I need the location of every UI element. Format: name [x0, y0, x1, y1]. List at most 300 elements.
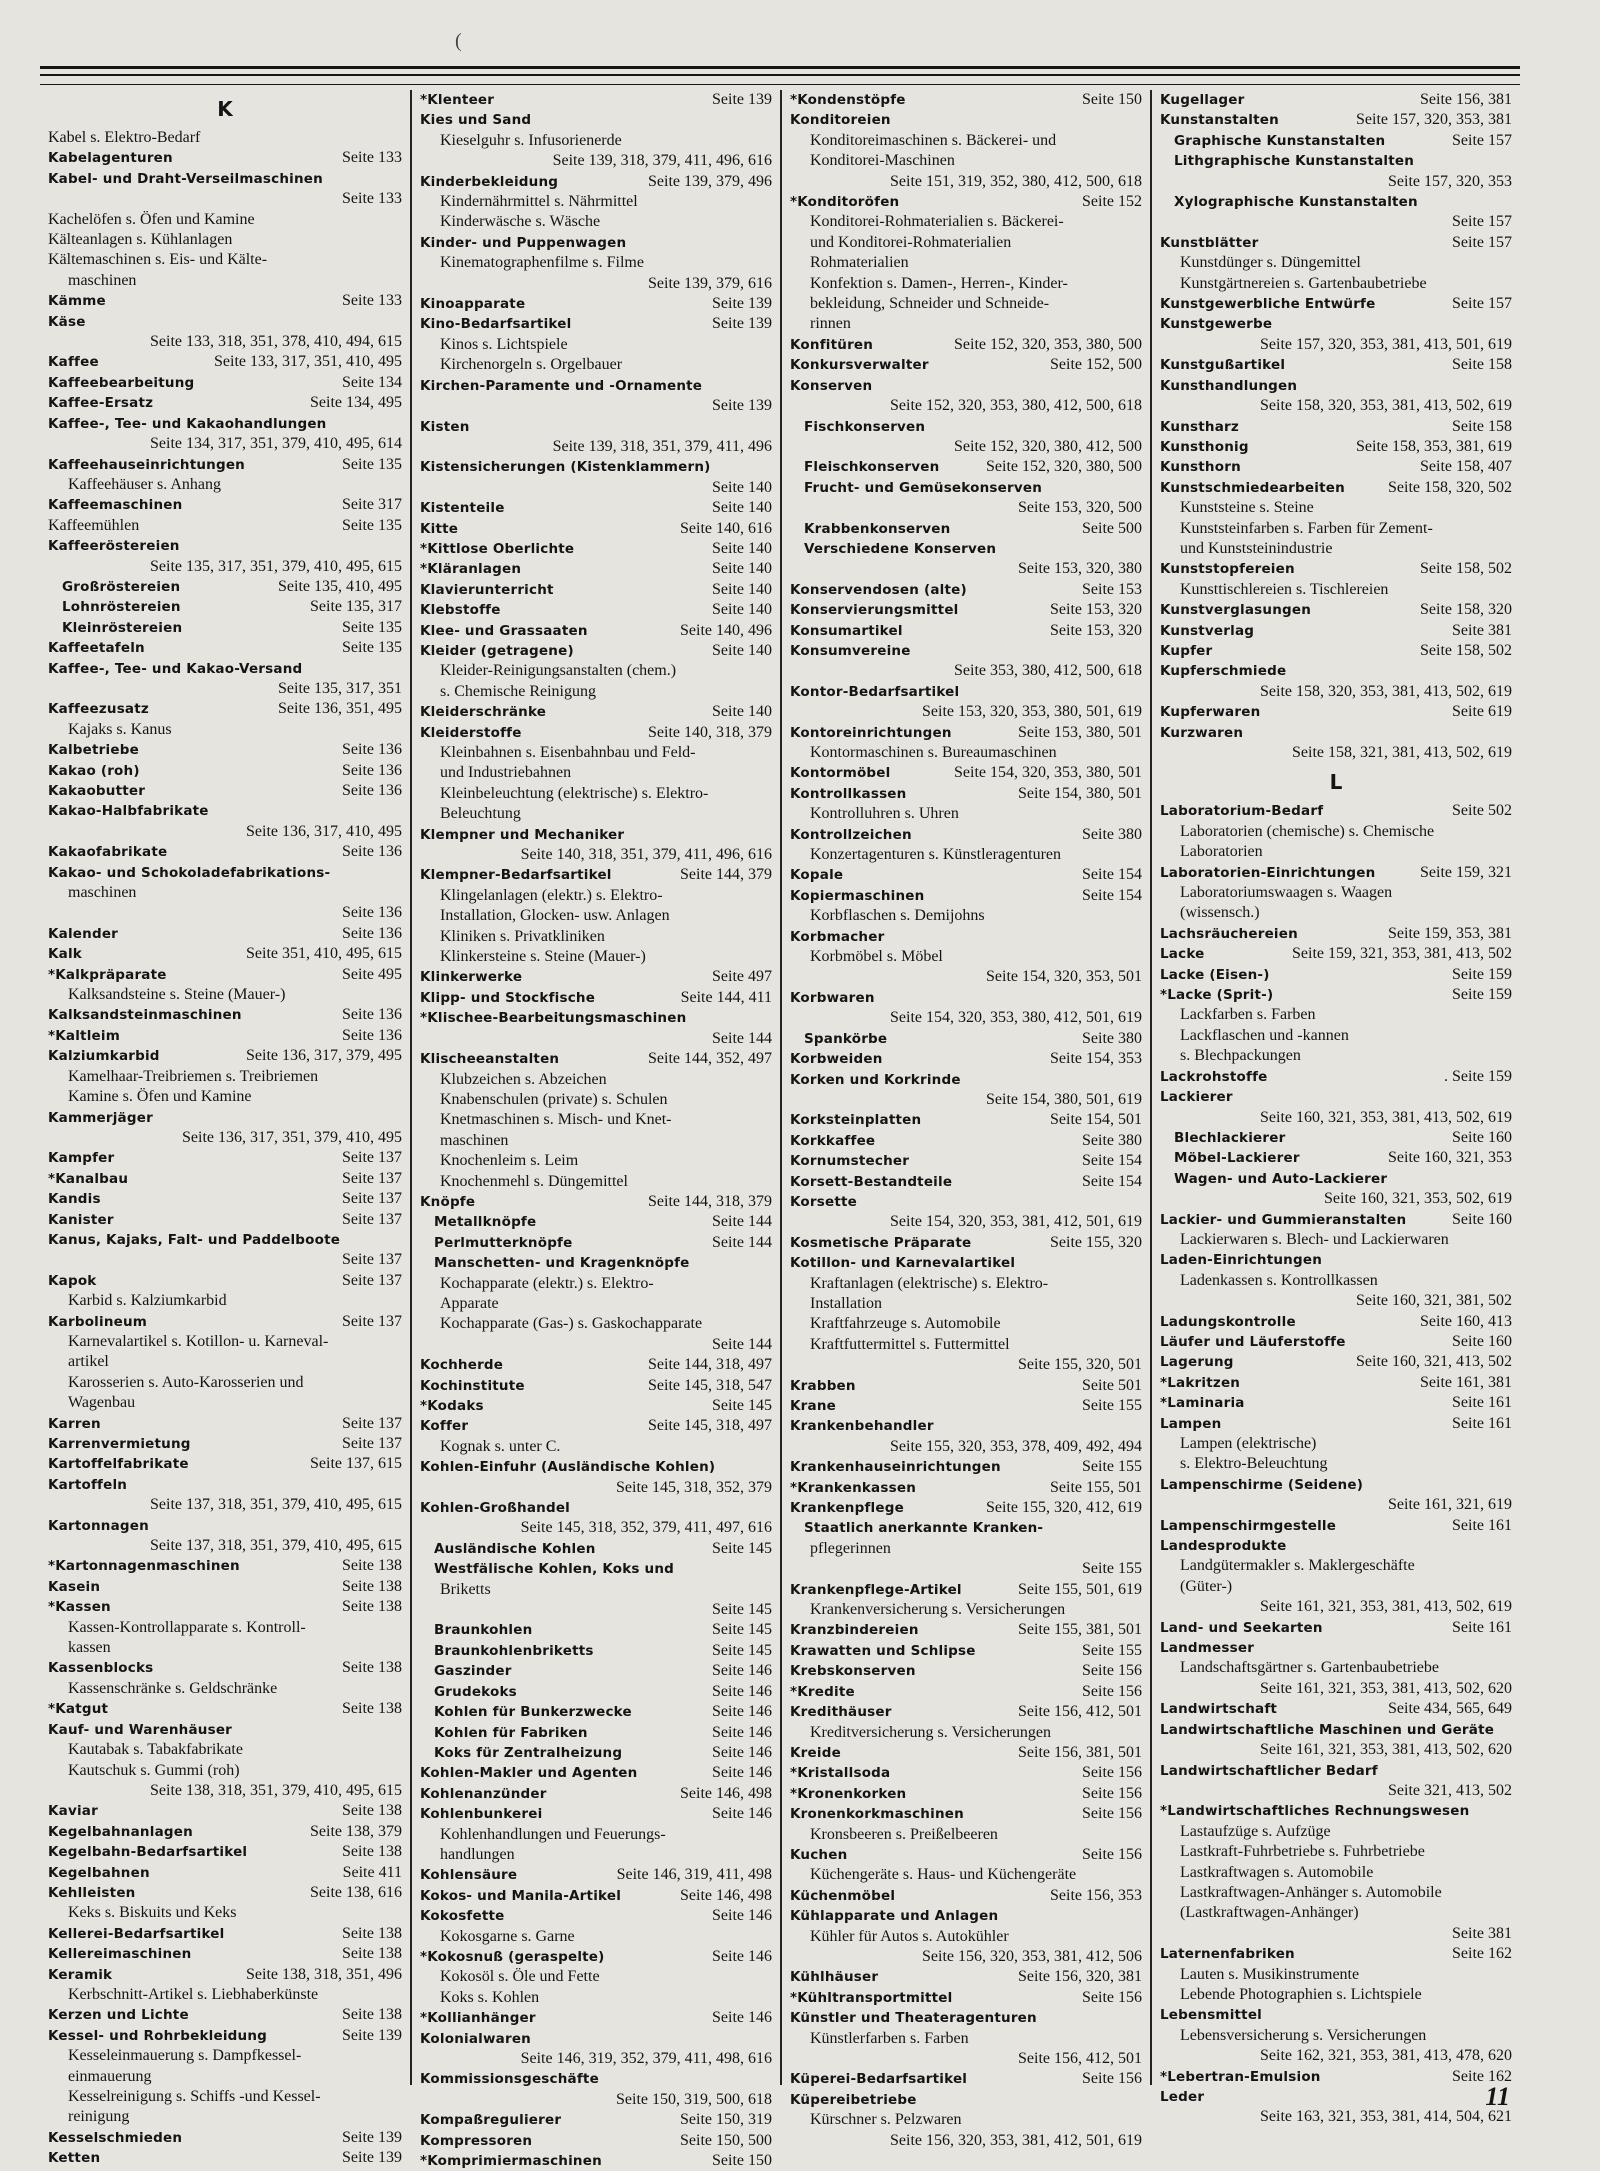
page-reference: Seite 156: [1082, 1784, 1142, 1802]
cross-reference: s. Chemische Reinigung: [440, 682, 596, 700]
page-reference-line: Seite 161, 321, 619: [1388, 1496, 1512, 1514]
page-reference-line: Seite 353, 380, 412, 500, 618: [954, 662, 1142, 680]
page-reference: Seite 158: [1452, 356, 1512, 374]
entry-heading: Kessel- und Rohrbekleidung: [48, 2027, 268, 2044]
index-entry: [48, 1312, 402, 1414]
page-reference: Seite 156, 412, 501: [1018, 1703, 1142, 1721]
index-entry: [48, 536, 402, 577]
entry-heading: Kreide: [790, 1744, 841, 1761]
cross-reference: Kontormaschinen s. Bureaumaschinen: [810, 744, 1057, 761]
cross-reference: Konzertagenturen s. Künstleragenturen: [810, 846, 1062, 864]
entry-heading: *Kristallsoda: [790, 1765, 891, 1782]
entry-line: [790, 2090, 1142, 2110]
entry-line: [790, 1967, 1142, 1987]
index-entry: [48, 1556, 402, 1576]
entry-heading: Kontrollzeichen: [790, 826, 912, 843]
page-reference: Seite 156, 381: [1420, 91, 1512, 108]
index-entry: [48, 1046, 402, 1107]
entry-line: [420, 376, 772, 396]
entry-heading: Kosmetische Präparate: [790, 1234, 972, 1251]
entry-heading: Korsett-Bestandteile: [790, 1173, 953, 1190]
entry-heading: Kisten: [420, 418, 470, 435]
index-entry: [420, 1498, 772, 1539]
entry-heading: Küpereibetriebe: [790, 2091, 917, 2108]
index-entry: [48, 352, 402, 372]
index-entry: [790, 580, 1142, 600]
entry-line: [420, 621, 772, 641]
index-entry: [1160, 457, 1512, 477]
entry-line: [790, 723, 1142, 743]
index-entry: [1160, 151, 1512, 192]
page-reference: Seite 153, 320: [1050, 601, 1142, 619]
page-reference-line: Seite 163, 321, 353, 381, 414, 504, 621: [1260, 2108, 1512, 2126]
entry-line: [790, 457, 1142, 477]
page-reference-line: Seite 381: [1452, 1924, 1512, 1942]
entry-heading: Kontoreinrichtungen: [790, 724, 952, 741]
entry-line: [1160, 985, 1512, 1005]
page-reference: Seite 145: [712, 1397, 772, 1414]
entry-line: [420, 294, 772, 314]
index-entry: [420, 1743, 772, 1763]
index-entry: [48, 1516, 402, 1557]
entry-line: [48, 1658, 402, 1678]
page-reference: Seite 156: [1082, 1662, 1142, 1680]
entry-line: [48, 230, 402, 250]
entry-heading: *Laminaria: [1160, 1395, 1245, 1412]
page-reference: Seite 155: [1082, 1641, 1142, 1659]
entry-heading: *Kittlose Oberlichte: [420, 540, 575, 557]
index-entry: [1160, 1087, 1512, 1128]
index-entry: [420, 1192, 772, 1212]
cross-reference: Kassen-Kontrollapparate s. Kontroll-: [68, 1618, 306, 1636]
entry-line: [420, 865, 772, 885]
page-reference: Seite 411: [342, 1863, 402, 1881]
cross-reference: Kesselreinigung s. Schiffs -und Kessel-: [68, 2088, 321, 2105]
entry-line: [48, 373, 402, 393]
page-reference: Seite 155, 501: [1050, 1478, 1142, 1496]
entry-line: [420, 1743, 772, 1763]
entry-line: [790, 539, 1142, 559]
entry-heading: Grudekoks: [434, 1683, 517, 1700]
index-entry: [420, 1008, 772, 1049]
index-entry: [420, 621, 772, 641]
entry-heading: Krankenhauseinrichtungen: [790, 1459, 1001, 1476]
page-reference-line: Seite 146, 319, 352, 379, 411, 498, 616: [520, 2050, 772, 2067]
page-reference: Seite 154, 320, 353, 380, 501: [954, 764, 1142, 782]
cross-reference: und Konditorei-Rohmaterialien: [810, 233, 1012, 251]
page-reference: Seite 140: [712, 641, 772, 659]
entry-heading: Staatlich anerkannte Kranken-: [804, 1520, 1044, 1537]
page-reference-line: Seite 136: [342, 904, 402, 922]
cross-reference: Kerbschnitt-Artikel s. Liebhaberkünste: [68, 1985, 319, 2003]
index-entry: [420, 417, 772, 458]
entry-heading: Landwirtschaftlicher Bedarf: [1160, 1762, 1378, 1779]
entry-heading: Küperei-Bedarfsartikel: [790, 2071, 968, 2088]
entry-line: [790, 1416, 1142, 1436]
entry-heading: Korbwaren: [790, 989, 875, 1006]
entry-heading: Läufer und Läuferstoffe: [1160, 1333, 1346, 1350]
cross-reference: Künstlerfarben s. Farben: [810, 2029, 969, 2047]
entry-line: [420, 2131, 772, 2151]
entry-heading: Kanus, Kajaks, Falt- und Paddelboote: [48, 1231, 341, 1248]
index-entry: [420, 2110, 772, 2130]
entry-line: [48, 1108, 402, 1128]
entry-line: [48, 516, 402, 536]
index-entry: [790, 600, 1142, 620]
entry-line: [790, 1906, 1142, 1926]
index-entry: [1160, 1618, 1512, 1638]
index-entry: [48, 2005, 402, 2025]
entry-line: [790, 519, 1142, 539]
entry-line: [1160, 621, 1512, 641]
entry-line: [420, 233, 772, 253]
index-entry: [420, 1661, 772, 1681]
entry-line: [1160, 1720, 1512, 1740]
page-reference-line: Seite 152, 320, 353, 380, 412, 500, 618: [890, 397, 1142, 415]
index-entry: [48, 393, 402, 413]
index-entry: [420, 294, 772, 314]
page-reference-line: Seite 157, 320, 353, 381, 413, 501, 619: [1260, 335, 1512, 353]
index-entry: [420, 1396, 772, 1416]
cross-reference: handlungen: [440, 1845, 515, 1863]
index-entry: [790, 1845, 1142, 1886]
index-entry: [48, 1454, 402, 1474]
page-reference-line: Seite 137, 318, 351, 379, 410, 495, 615: [150, 1496, 402, 1514]
entry-heading: Kolonialwaren: [420, 2030, 531, 2047]
index-entry: [790, 1498, 1142, 1518]
entry-line: [420, 1702, 772, 1722]
entry-heading: Kino-Bedarfsartikel: [420, 316, 572, 333]
entry-line: [420, 1620, 772, 1640]
page-reference: Seite 138: [342, 1945, 402, 1963]
cross-reference: Laboratorien: [1180, 843, 1263, 861]
entry-heading: Kopiermaschinen: [790, 887, 925, 904]
index-entry: [420, 988, 772, 1008]
page-reference: Seite 156: [1082, 2070, 1142, 2088]
page-reference: Seite 133: [342, 292, 402, 310]
entry-heading: Kotillon- und Karnevalartikel: [790, 1255, 1016, 1272]
index-entry: [790, 457, 1142, 477]
page-reference: Seite 156, 381, 501: [1018, 1743, 1142, 1761]
entry-heading: *Kodaks: [420, 1398, 484, 1414]
page-reference-line: Seite 321, 413, 502: [1388, 1781, 1512, 1799]
entry-heading: Kabel- und Draht-Verseilmaschinen: [48, 170, 323, 187]
entry-line: [1160, 1638, 1512, 1658]
cross-reference: Kajaks s. Kanus: [68, 720, 172, 738]
entry-heading: Graphische Kunstanstalten: [1174, 132, 1386, 149]
cross-reference: (Güter-): [1180, 1577, 1233, 1595]
cross-reference: (wissensch.): [1180, 904, 1260, 922]
cross-reference: Kunststeine s. Steine: [1180, 499, 1314, 517]
index-entry: [790, 1457, 1142, 1477]
page-reference: Seite 135: [342, 516, 402, 534]
entry-heading: Fischkonserven: [804, 418, 926, 435]
entry-line: [420, 498, 772, 518]
page-reference-line: Seite 153, 320, 500: [1018, 499, 1142, 517]
page-reference: Seite 139: [342, 2149, 402, 2167]
entry-heading: Kellerei-Bedarfsartikel: [48, 1925, 225, 1942]
entry-heading: *Landwirtschaftliches Rechnungswesen: [1160, 1803, 1470, 1820]
entry-heading: Kabel s. Elektro-Bedarf: [48, 129, 201, 146]
cross-reference: Koks s. Kohlen: [440, 1988, 540, 2006]
page-reference: Seite 150: [1082, 91, 1142, 108]
page-reference-line: Seite 157, 320, 353: [1388, 172, 1512, 190]
page-reference: Seite 160, 321, 413, 502: [1356, 1353, 1512, 1371]
entry-line: [48, 1169, 402, 1189]
entry-heading: Kunstblätter: [1160, 234, 1259, 251]
entry-heading: *Katgut: [48, 1701, 109, 1718]
page-reference: Seite 154: [1082, 1152, 1142, 1170]
entry-heading: Kugellager: [1160, 92, 1245, 108]
page-reference: Seite 381: [1452, 621, 1512, 639]
index-entry: [48, 148, 402, 168]
index-entry: [790, 1049, 1142, 1069]
index-entry: [1160, 1393, 1512, 1413]
index-entry: [1160, 1373, 1512, 1393]
entry-heading: Kachelöfen s. Öfen und Kamine: [48, 210, 255, 228]
index-entry: [1160, 661, 1512, 702]
entry-line: [48, 312, 402, 332]
entry-heading: Kohlen für Fabriken: [434, 1724, 588, 1741]
entry-line: [790, 1192, 1142, 1212]
cross-reference: Kontrolluhren s. Uhren: [810, 805, 959, 823]
entry-line: [48, 1189, 402, 1209]
cross-reference: Kraftfahrzeuge s. Automobile: [810, 1315, 1001, 1333]
entry-line: [48, 1720, 402, 1740]
index-entry: [790, 539, 1142, 580]
cross-reference: Installation: [810, 1294, 882, 1312]
entry-heading: *Kanalbau: [48, 1170, 129, 1187]
cross-reference: Kleider-Reinigungsanstalten (chem.): [440, 662, 677, 680]
index-entry: [48, 1658, 402, 1699]
cross-reference: (Lastkraftwagen-Anhänger): [1180, 1904, 1359, 1922]
page-reference-line: Seite 155, 320, 353, 378, 409, 492, 494: [890, 1437, 1142, 1455]
cross-reference: Kindernährmittel s. Nährmittel: [440, 193, 638, 211]
entry-heading: Kohlenanzünder: [420, 1785, 547, 1802]
index-entry: [1160, 1414, 1512, 1475]
index-entry: [48, 924, 402, 944]
page-reference-line: Seite 162, 321, 353, 381, 413, 478, 620: [1260, 2047, 1512, 2065]
entry-line: [790, 865, 1142, 885]
index-entry: [48, 965, 402, 1006]
page-reference: Seite 155, 501, 619: [1018, 1580, 1142, 1598]
page-reference: Seite 150, 500: [680, 2131, 772, 2149]
entry-heading: Kaffeemühlen: [48, 516, 140, 534]
entry-heading: Kohlenbunkerei: [420, 1806, 543, 1823]
entry-heading: Kornumstecher: [790, 1153, 910, 1170]
cross-reference: Kautschuk s. Gummi (roh): [68, 1761, 240, 1779]
index-entry: [1160, 965, 1512, 985]
page-reference: Seite 136: [342, 761, 402, 779]
entry-heading: Lackier- und Gummieranstalten: [1160, 1211, 1407, 1228]
entry-line: [790, 1763, 1142, 1783]
index-entry: [48, 291, 402, 311]
entry-heading: Kunsthonig: [1160, 438, 1249, 455]
cross-reference: Kirchenorgeln s. Orgelbauer: [440, 356, 623, 374]
page-reference: Seite 495: [342, 965, 402, 983]
page-reference: Seite 144, 379: [680, 866, 772, 884]
index-entry: [790, 1376, 1142, 1396]
entry-line: [48, 210, 402, 230]
entry-heading: Kalksandsteinmaschinen: [48, 1007, 242, 1024]
entry-line: [790, 1172, 1142, 1192]
entry-line: [48, 2148, 402, 2168]
entry-heading: Kälteanlagen s. Kühlanlagen: [48, 231, 233, 249]
entry-heading: Karren: [48, 1415, 101, 1432]
page-reference: Seite 140: [712, 703, 772, 721]
entry-heading: Kranzbindereien: [790, 1622, 919, 1639]
entry-line: [790, 1070, 1142, 1090]
page-reference: Seite 146: [712, 1907, 772, 1925]
index-entry: [420, 723, 772, 825]
page-reference: Seite 140: [712, 499, 772, 517]
index-entry: [1160, 600, 1512, 620]
index-entry: [790, 1988, 1142, 2008]
entry-heading: Lackrohstoffe: [1160, 1068, 1268, 1085]
index-entry: [790, 927, 1142, 988]
entry-line: [1160, 801, 1512, 821]
entry-line: [1160, 1516, 1512, 1536]
page-reference: Seite 154: [1082, 886, 1142, 904]
entry-line: [1160, 192, 1512, 212]
entry-line: [790, 1784, 1142, 1804]
index-entry: [420, 1376, 772, 1396]
index-entry: [790, 110, 1142, 192]
cross-reference: Kinderwäsche s. Wäsche: [440, 213, 601, 231]
entry-heading: Korken und Korkrinde: [790, 1071, 961, 1088]
entry-line: [1160, 2087, 1512, 2107]
page-reference: Seite 160: [1452, 1332, 1512, 1350]
index-entry: [790, 478, 1142, 519]
entry-line: [1160, 1312, 1512, 1332]
entry-heading: Landwirtschaft: [1160, 1701, 1278, 1718]
page-reference-line: Seite 153, 320, 353, 380, 501, 619: [922, 703, 1142, 721]
entry-heading: Kalbetriebe: [48, 742, 139, 759]
page-reference: Seite 156: [1082, 1764, 1142, 1782]
entry-line: [790, 417, 1142, 437]
page-reference: Seite 154, 380, 501: [1018, 784, 1142, 802]
entry-line: [48, 1863, 402, 1883]
entry-line: [420, 1049, 772, 1069]
entry-line: [420, 1212, 772, 1232]
page-reference-line: Seite 153, 320, 380: [1018, 560, 1142, 578]
cross-reference: Kleinbahnen s. Eisenbahnbau und Feld-: [440, 744, 696, 761]
entry-heading: Kühlapparate und Anlagen: [790, 1908, 999, 1925]
page-reference-line: Seite 136, 317, 351, 379, 410, 495: [182, 1128, 402, 1146]
entry-line: [790, 2069, 1142, 2089]
cross-reference: Kinos s. Lichtspiele: [440, 335, 568, 353]
index-entry: [790, 825, 1142, 866]
index-entry: [1160, 1312, 1512, 1332]
page-reference: Seite 497: [712, 968, 772, 986]
page-reference: Seite 154: [1082, 866, 1142, 884]
entry-heading: Konserven: [790, 377, 873, 394]
entry-line: [1160, 90, 1512, 110]
index-entry: [1160, 2005, 1512, 2066]
entry-line: [420, 1376, 772, 1396]
entry-line: [790, 1253, 1142, 1273]
entry-heading: Fleischkonserven: [804, 459, 940, 476]
index-entry: [420, 2029, 772, 2070]
index-entry: [1160, 1720, 1512, 1761]
cross-reference: Korbmöbel s. Möbel: [810, 948, 943, 966]
entry-heading: Frucht- und Gemüsekonserven: [804, 479, 1043, 496]
cross-reference: Wagenbau: [68, 1394, 136, 1412]
entry-heading: *Klischee-Bearbeitungsmaschinen: [420, 1010, 687, 1027]
page-reference: Seite 135, 317: [310, 598, 402, 616]
page-reference: Seite 139: [342, 2026, 402, 2044]
page-reference: Seite 619: [1452, 703, 1512, 721]
entry-line: [48, 1699, 402, 1719]
entry-heading: Kohlen für Bunkerzwecke: [434, 1704, 632, 1721]
page-reference: Seite 157: [1452, 233, 1512, 251]
page-reference: Seite 144, 352, 497: [648, 1050, 772, 1068]
index-entry: [420, 519, 772, 539]
index-entry: [48, 1842, 402, 1862]
index-entry: [48, 516, 402, 536]
entry-heading: Kegelbahnanlagen: [48, 1823, 193, 1840]
entry-line: [420, 519, 772, 539]
page-reference: Seite 146: [712, 1682, 772, 1700]
cross-reference: Kreditversicherung s. Versicherungen: [810, 1723, 1051, 1741]
entry-line: [420, 702, 772, 722]
entry-line: [48, 638, 402, 658]
cross-reference: einmauerung: [68, 2067, 152, 2085]
index-entry: [790, 1784, 1142, 1804]
index-entry: [790, 90, 1142, 110]
entry-line: [1160, 355, 1512, 375]
cross-reference: Kliniken s. Privatkliniken: [440, 927, 605, 945]
index-entry: [1160, 1761, 1512, 1802]
entry-line: [1160, 1618, 1512, 1638]
entry-line: [1160, 1393, 1512, 1413]
entry-line: [48, 536, 402, 556]
entry-line: [420, 1192, 772, 1212]
page-reference: Seite 155, 320, 412, 619: [986, 1499, 1142, 1517]
page-reference: Seite 138: [342, 1802, 402, 1820]
entry-line: [48, 1046, 402, 1066]
entry-line: [48, 1454, 402, 1474]
entry-line: [790, 1988, 1142, 2008]
entry-heading: Kontor-Bedarfsartikel: [790, 683, 960, 700]
entry-line: [790, 600, 1142, 620]
page-reference: Seite 158, 502: [1420, 560, 1512, 578]
index-entry: [790, 1682, 1142, 1702]
index-entry: [790, 1743, 1142, 1763]
entry-line: [1160, 1128, 1512, 1148]
entry-line: [1160, 1352, 1512, 1372]
entry-heading: Kaffee: [48, 354, 99, 371]
entry-line: [420, 1723, 772, 1743]
entry-heading: Kanister: [48, 1211, 114, 1228]
cross-reference: Lackfarben s. Farben: [1180, 1006, 1316, 1024]
index-entry: [48, 1005, 402, 1025]
column-3: [780, 90, 1150, 2149]
entry-line: [48, 740, 402, 760]
page-reference-line: Seite 144: [712, 1335, 772, 1353]
page-reference: Seite 154, 501: [1050, 1111, 1142, 1129]
entry-heading: Kunstverlag: [1160, 622, 1255, 639]
entry-heading: Kitte: [420, 520, 459, 537]
entry-heading: Kochherde: [420, 1357, 504, 1374]
page-reference: Seite 152, 320, 380, 500: [986, 458, 1142, 476]
entry-heading: Kämme: [48, 293, 106, 310]
index-entry: [420, 539, 772, 559]
index-entry: [790, 641, 1142, 682]
cross-reference: Kraftfuttermittel s. Futtermittel: [810, 1335, 1010, 1353]
page-reference: Seite 136: [342, 843, 402, 861]
page-reference: Seite 159, 321: [1420, 863, 1512, 881]
